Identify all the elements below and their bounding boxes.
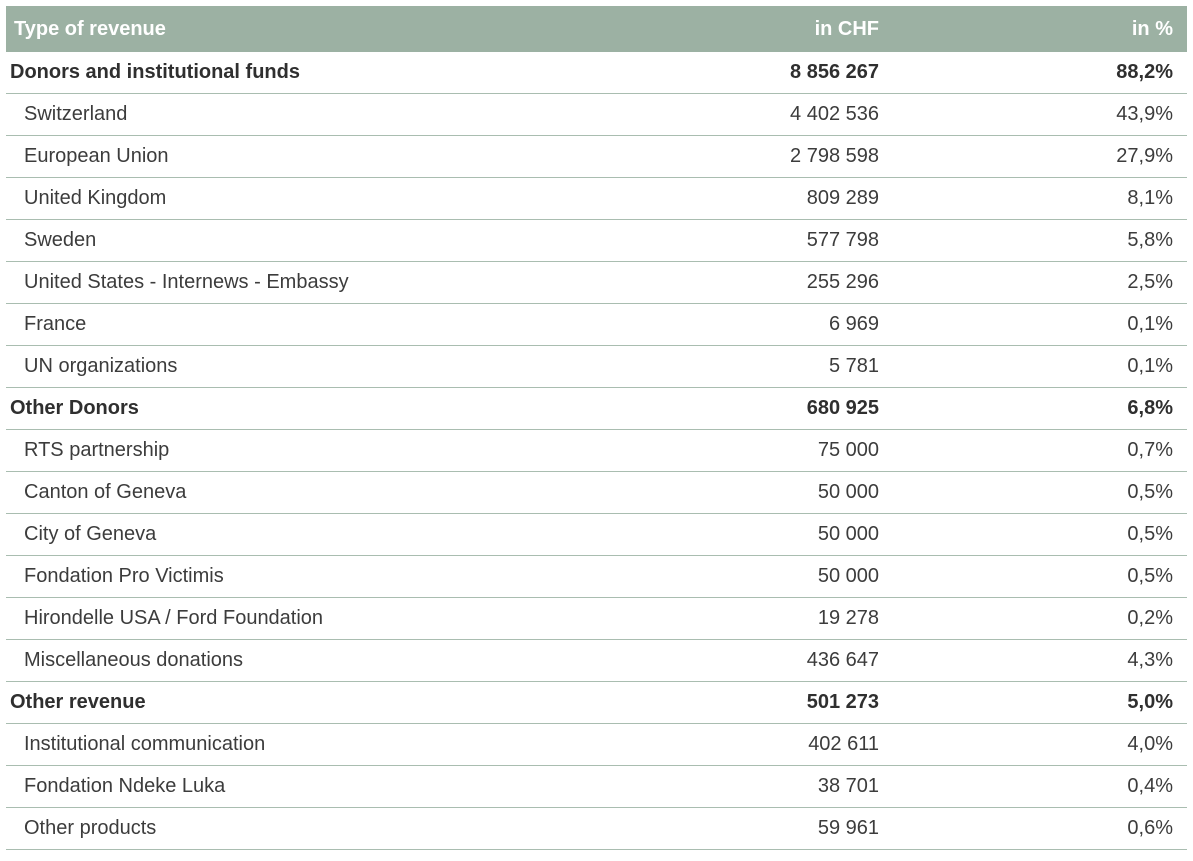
row-label: Switzerland bbox=[6, 94, 701, 136]
row-label: Institutional communication bbox=[6, 724, 701, 766]
table-row bbox=[6, 136, 1187, 178]
row-label: Other revenue bbox=[6, 682, 701, 724]
group-row bbox=[6, 388, 1187, 430]
row-amount-chf: 19 278 bbox=[701, 598, 879, 640]
row-label: Donors and institutional funds bbox=[6, 52, 701, 94]
row-label: European Union bbox=[6, 136, 701, 178]
header-in-chf: in CHF bbox=[701, 6, 879, 52]
table-row bbox=[6, 808, 1187, 850]
row-amount-chf: 809 289 bbox=[701, 178, 879, 220]
row-label: UN organizations bbox=[6, 346, 701, 388]
row-percent: 0,5% bbox=[879, 556, 1187, 598]
row-label: Fondation Ndeke Luka bbox=[6, 766, 701, 808]
row-amount-chf: 680 925 bbox=[701, 388, 879, 430]
row-amount-chf: 75 000 bbox=[701, 430, 879, 472]
group-row bbox=[6, 682, 1187, 724]
row-percent: 43,9% bbox=[879, 94, 1187, 136]
row-amount-chf: 577 798 bbox=[701, 220, 879, 262]
row-label: France bbox=[6, 304, 701, 346]
row-percent: 5,8% bbox=[879, 220, 1187, 262]
row-percent: 4,0% bbox=[879, 724, 1187, 766]
row-percent: 0,7% bbox=[879, 430, 1187, 472]
header-row bbox=[6, 6, 1187, 52]
row-label: City of Geneva bbox=[6, 514, 701, 556]
row-percent: 6,8% bbox=[879, 388, 1187, 430]
row-label: Fondation Pro Victimis bbox=[6, 556, 701, 598]
table-row bbox=[6, 262, 1187, 304]
row-percent: 27,9% bbox=[879, 136, 1187, 178]
table-row bbox=[6, 598, 1187, 640]
table-body bbox=[6, 52, 1187, 850]
row-amount-chf: 402 611 bbox=[701, 724, 879, 766]
table-row bbox=[6, 472, 1187, 514]
row-percent: 0,5% bbox=[879, 514, 1187, 556]
row-label: Canton of Geneva bbox=[6, 472, 701, 514]
group-row bbox=[6, 52, 1187, 94]
table-row bbox=[6, 640, 1187, 682]
table-row bbox=[6, 430, 1187, 472]
row-amount-chf: 255 296 bbox=[701, 262, 879, 304]
table-row bbox=[6, 304, 1187, 346]
row-amount-chf: 8 856 267 bbox=[701, 52, 879, 94]
row-percent: 88,2% bbox=[879, 52, 1187, 94]
row-label: Miscellaneous donations bbox=[6, 640, 701, 682]
header-in-percent: in % bbox=[879, 6, 1187, 52]
row-label: Sweden bbox=[6, 220, 701, 262]
row-amount-chf: 50 000 bbox=[701, 472, 879, 514]
table-row bbox=[6, 94, 1187, 136]
row-percent: 0,5% bbox=[879, 472, 1187, 514]
row-percent: 4,3% bbox=[879, 640, 1187, 682]
row-label: Hirondelle USA / Ford Foundation bbox=[6, 598, 701, 640]
row-amount-chf: 50 000 bbox=[701, 514, 879, 556]
row-amount-chf: 5 781 bbox=[701, 346, 879, 388]
row-amount-chf: 59 961 bbox=[701, 808, 879, 850]
table-row bbox=[6, 724, 1187, 766]
row-amount-chf: 38 701 bbox=[701, 766, 879, 808]
row-label: United States - Internews - Embassy bbox=[6, 262, 701, 304]
row-amount-chf: 501 273 bbox=[701, 682, 879, 724]
row-percent: 5,0% bbox=[879, 682, 1187, 724]
row-percent: 0,1% bbox=[879, 304, 1187, 346]
row-percent: 0,4% bbox=[879, 766, 1187, 808]
header-type-of-revenue: Type of revenue bbox=[6, 6, 701, 52]
row-percent: 0,2% bbox=[879, 598, 1187, 640]
table-row bbox=[6, 220, 1187, 262]
row-amount-chf: 6 969 bbox=[701, 304, 879, 346]
table-row bbox=[6, 514, 1187, 556]
row-label: United Kingdom bbox=[6, 178, 701, 220]
row-amount-chf: 4 402 536 bbox=[701, 94, 879, 136]
row-amount-chf: 50 000 bbox=[701, 556, 879, 598]
row-label: RTS partnership bbox=[6, 430, 701, 472]
table-row bbox=[6, 556, 1187, 598]
row-percent: 0,1% bbox=[879, 346, 1187, 388]
row-percent: 2,5% bbox=[879, 262, 1187, 304]
row-percent: 8,1% bbox=[879, 178, 1187, 220]
table-row bbox=[6, 346, 1187, 388]
row-amount-chf: 2 798 598 bbox=[701, 136, 879, 178]
row-label: Other products bbox=[6, 808, 701, 850]
row-percent: 0,6% bbox=[879, 808, 1187, 850]
row-label: Other Donors bbox=[6, 388, 701, 430]
revenue-table bbox=[6, 6, 1187, 850]
table-row bbox=[6, 178, 1187, 220]
row-amount-chf: 436 647 bbox=[701, 640, 879, 682]
table-row bbox=[6, 766, 1187, 808]
